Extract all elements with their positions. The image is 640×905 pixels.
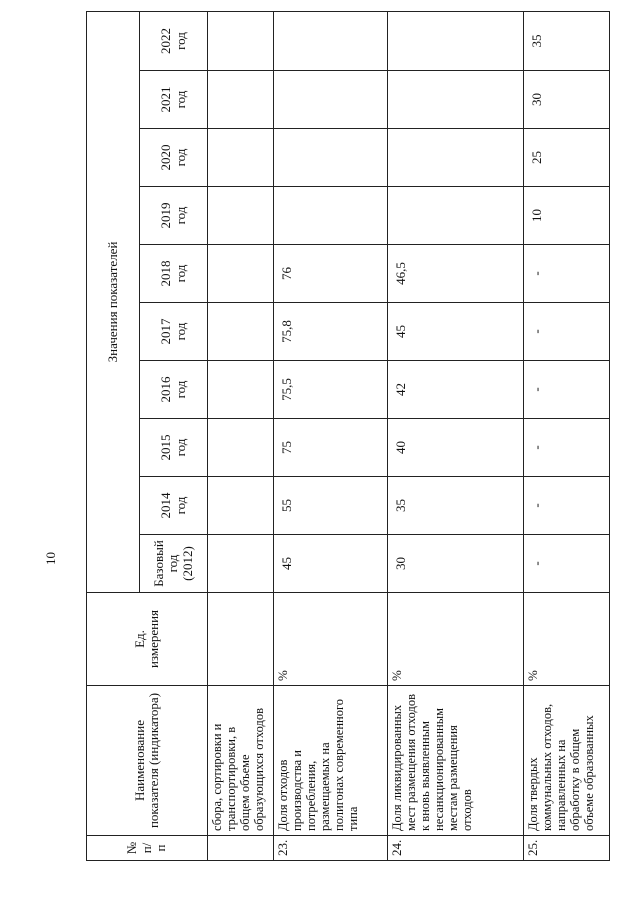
row-value: - xyxy=(524,303,610,361)
table-body xyxy=(87,11,610,860)
row-value xyxy=(208,129,274,187)
row-unit xyxy=(208,593,274,686)
row-value xyxy=(274,129,388,187)
row-value: 35 xyxy=(388,477,524,535)
row-num: 24. xyxy=(388,836,524,861)
rotated-table-container xyxy=(86,12,609,861)
row-value: - xyxy=(524,477,610,535)
row-num: 25. xyxy=(524,836,610,861)
row-value: 76 xyxy=(274,245,388,303)
header-year-6: 2019 год xyxy=(140,187,208,245)
header-year-7: 2020 год xyxy=(140,129,208,187)
header-unit: Ед. измерения xyxy=(87,593,208,686)
row-value: 45 xyxy=(388,303,524,361)
row-value xyxy=(274,11,388,70)
table-row xyxy=(524,11,610,860)
row-value xyxy=(208,361,274,419)
row-value xyxy=(208,245,274,303)
row-num xyxy=(208,836,274,861)
row-value: 46,5 xyxy=(388,245,524,303)
row-value: - xyxy=(524,245,610,303)
row-value xyxy=(208,419,274,477)
header-year-5: 2018 год xyxy=(140,245,208,303)
row-value: 42 xyxy=(388,361,524,419)
header-values-group: Значения показателей xyxy=(87,11,140,592)
header-year-1: 2014 год xyxy=(140,477,208,535)
row-value xyxy=(208,535,274,593)
row-value: 75,5 xyxy=(274,361,388,419)
row-value: 45 xyxy=(274,535,388,593)
row-value: 75 xyxy=(274,419,388,477)
row-value: - xyxy=(524,361,610,419)
row-value: 35 xyxy=(524,11,610,70)
row-value: 30 xyxy=(524,71,610,129)
header-year-2: 2015 год xyxy=(140,419,208,477)
indicators-table xyxy=(86,11,610,861)
page-number: 10 xyxy=(43,552,58,565)
table-row xyxy=(208,11,274,860)
row-value xyxy=(274,187,388,245)
row-value: 55 xyxy=(274,477,388,535)
row-value: 75,8 xyxy=(274,303,388,361)
row-unit: % xyxy=(274,593,388,686)
row-value xyxy=(388,11,524,70)
header-year-9: 2022 год xyxy=(140,11,208,70)
row-name: Доля ликвидированных мест размещения отходов к вновь выявленным несанкционированным местам размещения отходов xyxy=(388,686,524,836)
row-value xyxy=(208,303,274,361)
row-value xyxy=(388,187,524,245)
row-unit: % xyxy=(524,593,610,686)
row-value: - xyxy=(524,535,610,593)
row-num: 23. xyxy=(274,836,388,861)
header-row-1 xyxy=(87,11,140,860)
header-year-3: 2016 год xyxy=(140,361,208,419)
row-name: Доля отходов производства и потребления, размещаемых на полигонах современного типа xyxy=(274,686,388,836)
table-row xyxy=(388,11,524,860)
header-name: Наименование показателя (индикатора) xyxy=(87,686,208,836)
header-year-4: 2017 год xyxy=(140,303,208,361)
header-year-8: 2021 год xyxy=(140,71,208,129)
row-name: Доля твердых коммунальных отходов, направленных на обработку в общем объеме образованных xyxy=(524,686,610,836)
row-value: 25 xyxy=(524,129,610,187)
row-value xyxy=(388,129,524,187)
row-value xyxy=(208,71,274,129)
row-value: 30 xyxy=(388,535,524,593)
row-value xyxy=(274,71,388,129)
row-value xyxy=(208,187,274,245)
row-value xyxy=(208,477,274,535)
row-unit: % xyxy=(388,593,524,686)
table-row xyxy=(274,11,388,860)
row-value: 40 xyxy=(388,419,524,477)
header-year-0: Базовый год (2012) xyxy=(140,535,208,593)
row-value xyxy=(388,71,524,129)
row-value: 10 xyxy=(524,187,610,245)
row-name: сбора, сортировки и транспортировки, в общем объеме образующихся отходов xyxy=(208,686,274,836)
row-value: - xyxy=(524,419,610,477)
header-num: № п/п xyxy=(87,836,208,861)
row-value xyxy=(208,11,274,70)
